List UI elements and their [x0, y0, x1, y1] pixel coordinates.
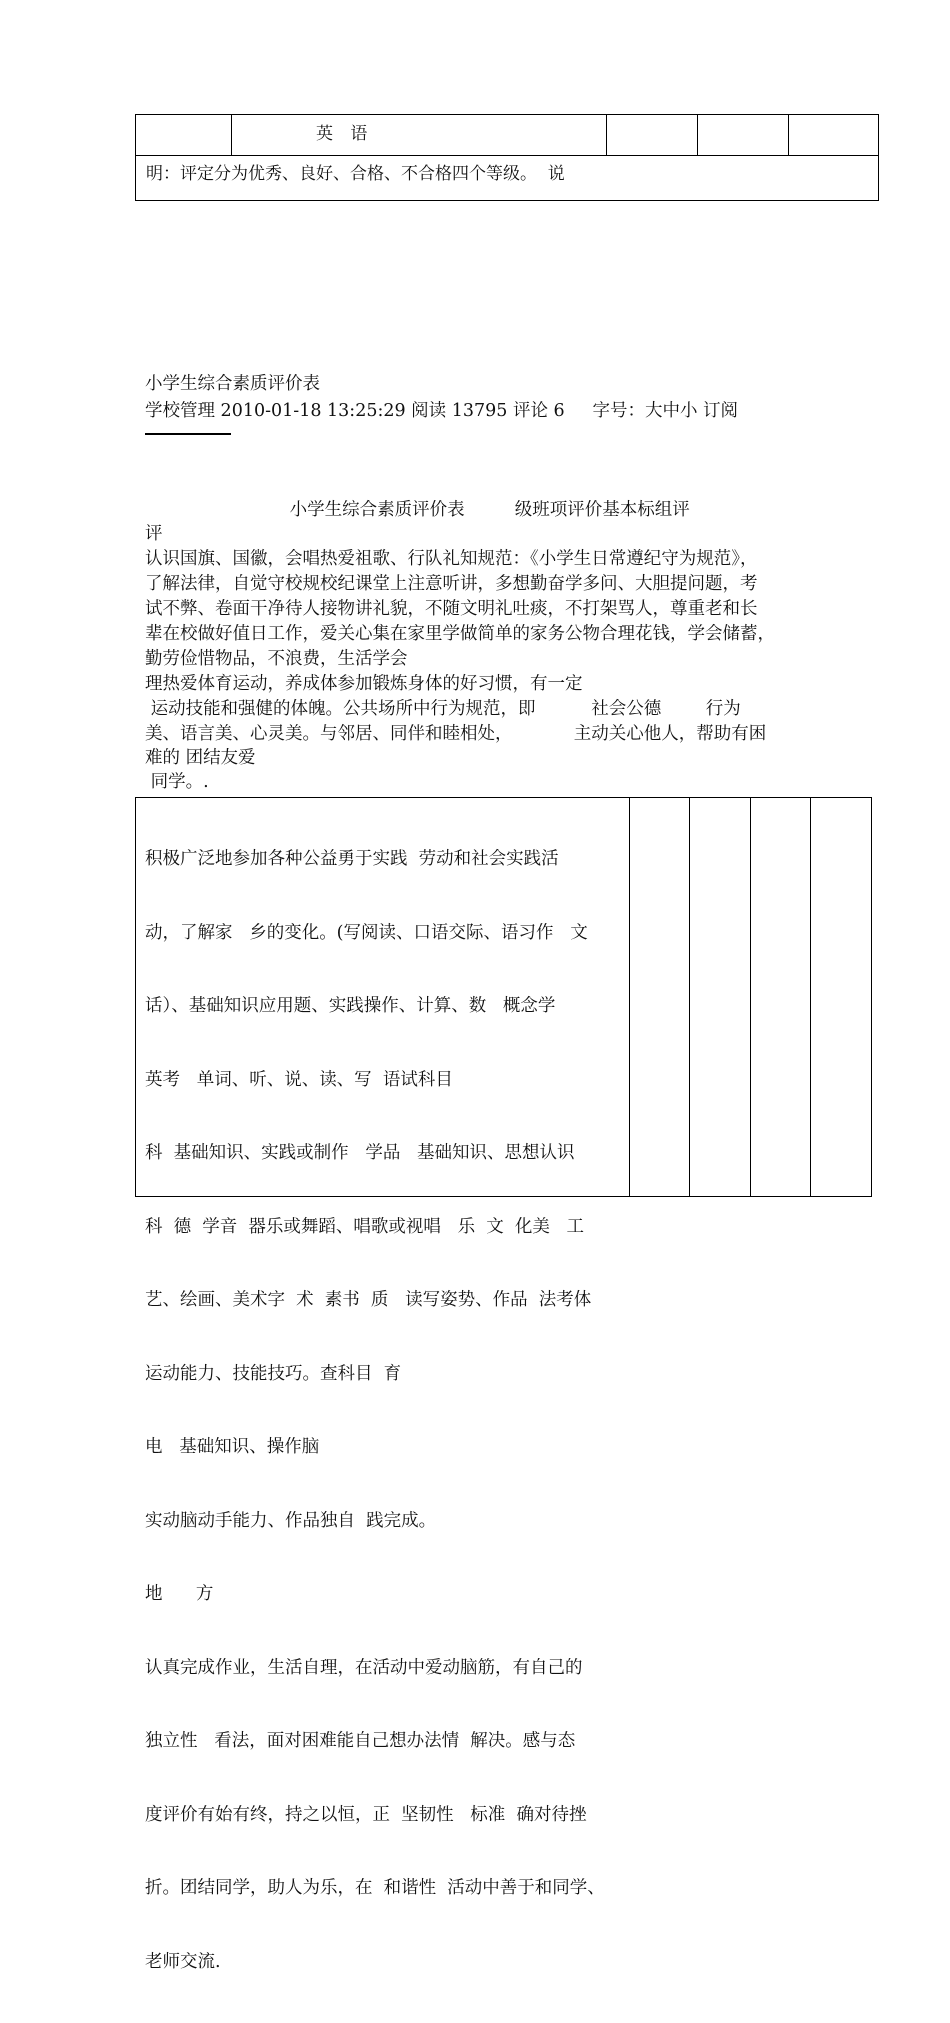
- body-line: 了解法律，自觉守校规校纪课堂上注意听讲，多想勤奋学多问、大胆提问题，考: [145, 574, 758, 594]
- table-divider: [606, 115, 607, 155]
- subject-cell: 英 语: [316, 124, 374, 144]
- top-table: [135, 114, 879, 201]
- cell-line: 积极广泛地参加各种公益勇于实践 劳动和社会实践活: [145, 849, 559, 869]
- cell-line: 折。团结同学，助人为乐，在 和谐性 活动中善于和同学、: [145, 1878, 605, 1898]
- body-line: 同学。.: [145, 772, 209, 792]
- cell-line: 动，了解家 乡的变化。(写阅读、口语交际、语习作 文: [145, 922, 588, 943]
- body-line: 评: [145, 524, 163, 544]
- cell-line: 科 基础知识、实践或制作 学品 基础知识、思想认识: [145, 1143, 575, 1163]
- cell-line: 电 基础知识、操作脑: [145, 1437, 320, 1457]
- table-divider: [629, 798, 630, 1196]
- body-line: 小学生综合素质评价表 级班项评价基本标组评: [145, 500, 690, 520]
- cell-line: 独立性 看法，面对困难能自己想办法情 解决。感与态: [145, 1731, 576, 1751]
- cell-line: 英考 单词、听、说、读、写 语试科目: [145, 1069, 453, 1090]
- body-line: 难的 团结友爱: [145, 748, 256, 768]
- body-line: 辈在校做好值日工作，爱关心集在家里学做简单的家务公物合理花钱，学会储蓄，: [145, 624, 775, 644]
- table-divider: [788, 115, 789, 155]
- cell-line: 老师交流.: [145, 1951, 221, 1972]
- cell-line: 运动能力、技能技巧。查科目 育: [145, 1363, 402, 1384]
- body-line: 试不弊、卷面干净待人接物讲礼貌，不随文明礼吐痰，不打架骂人，尊重老和长: [145, 599, 758, 619]
- cell-line: 艺、绘画、美术字 术 素书 质 读写姿势、作品 法考体: [145, 1290, 592, 1310]
- table-divider: [750, 798, 751, 1196]
- table-divider: [689, 798, 690, 1196]
- cell-line: 实动脑动手能力、作品独自 践完成。: [145, 1510, 437, 1531]
- body-line: 认识国旗、国徽，会唱热爱祖歌、行队礼知规范：《小学生日常遵纪守为规范》，: [145, 549, 758, 569]
- evaluation-table: [135, 797, 872, 1972]
- table-divider: [697, 115, 698, 155]
- grading-note: 明：评定分为优秀、良好、合格、不合格四个等级。 说: [146, 164, 565, 184]
- article-title: 小学生综合素质评价表: [145, 374, 320, 394]
- body-line: 运动技能和强健的体魄。公共场所中行为规范，即 社会公德 行为: [145, 699, 741, 719]
- table-row-divider: [136, 155, 878, 156]
- table-divider: [810, 798, 811, 1196]
- article-meta: 学校管理 2010-01-18 13:25:29 阅读 13795 评论 6 字号：大中小 订阅: [145, 401, 739, 421]
- cell-line: 科 德 学音 器乐或舞蹈、唱歌或视唱 乐 文 化美 工: [145, 1216, 585, 1237]
- cell-line: 地 方: [145, 1584, 214, 1604]
- body-line: 理热爱体育运动，养成体参加锻炼身体的好习惯，有一定: [145, 674, 583, 694]
- body-line: 美、语言美、心灵美。与邻居、同伴和睦相处， 主动关心他人，帮助有困: [145, 724, 767, 744]
- table-divider: [231, 115, 232, 155]
- cell-line: 认真完成作业，生活自理，在活动中爱动脑筋，有自己的: [145, 1657, 583, 1678]
- body-line: 勤劳俭惜物品，不浪费，生活学会: [145, 649, 408, 669]
- link-underline: [145, 433, 231, 435]
- cell-line: 话）、基础知识应用题、实践操作、计算、数 概念学: [145, 996, 556, 1016]
- criteria-cell: [145, 798, 605, 2023]
- cell-line: 度评价有始有终，持之以恒，正 坚韧性 标准 确对待挫: [145, 1804, 587, 1825]
